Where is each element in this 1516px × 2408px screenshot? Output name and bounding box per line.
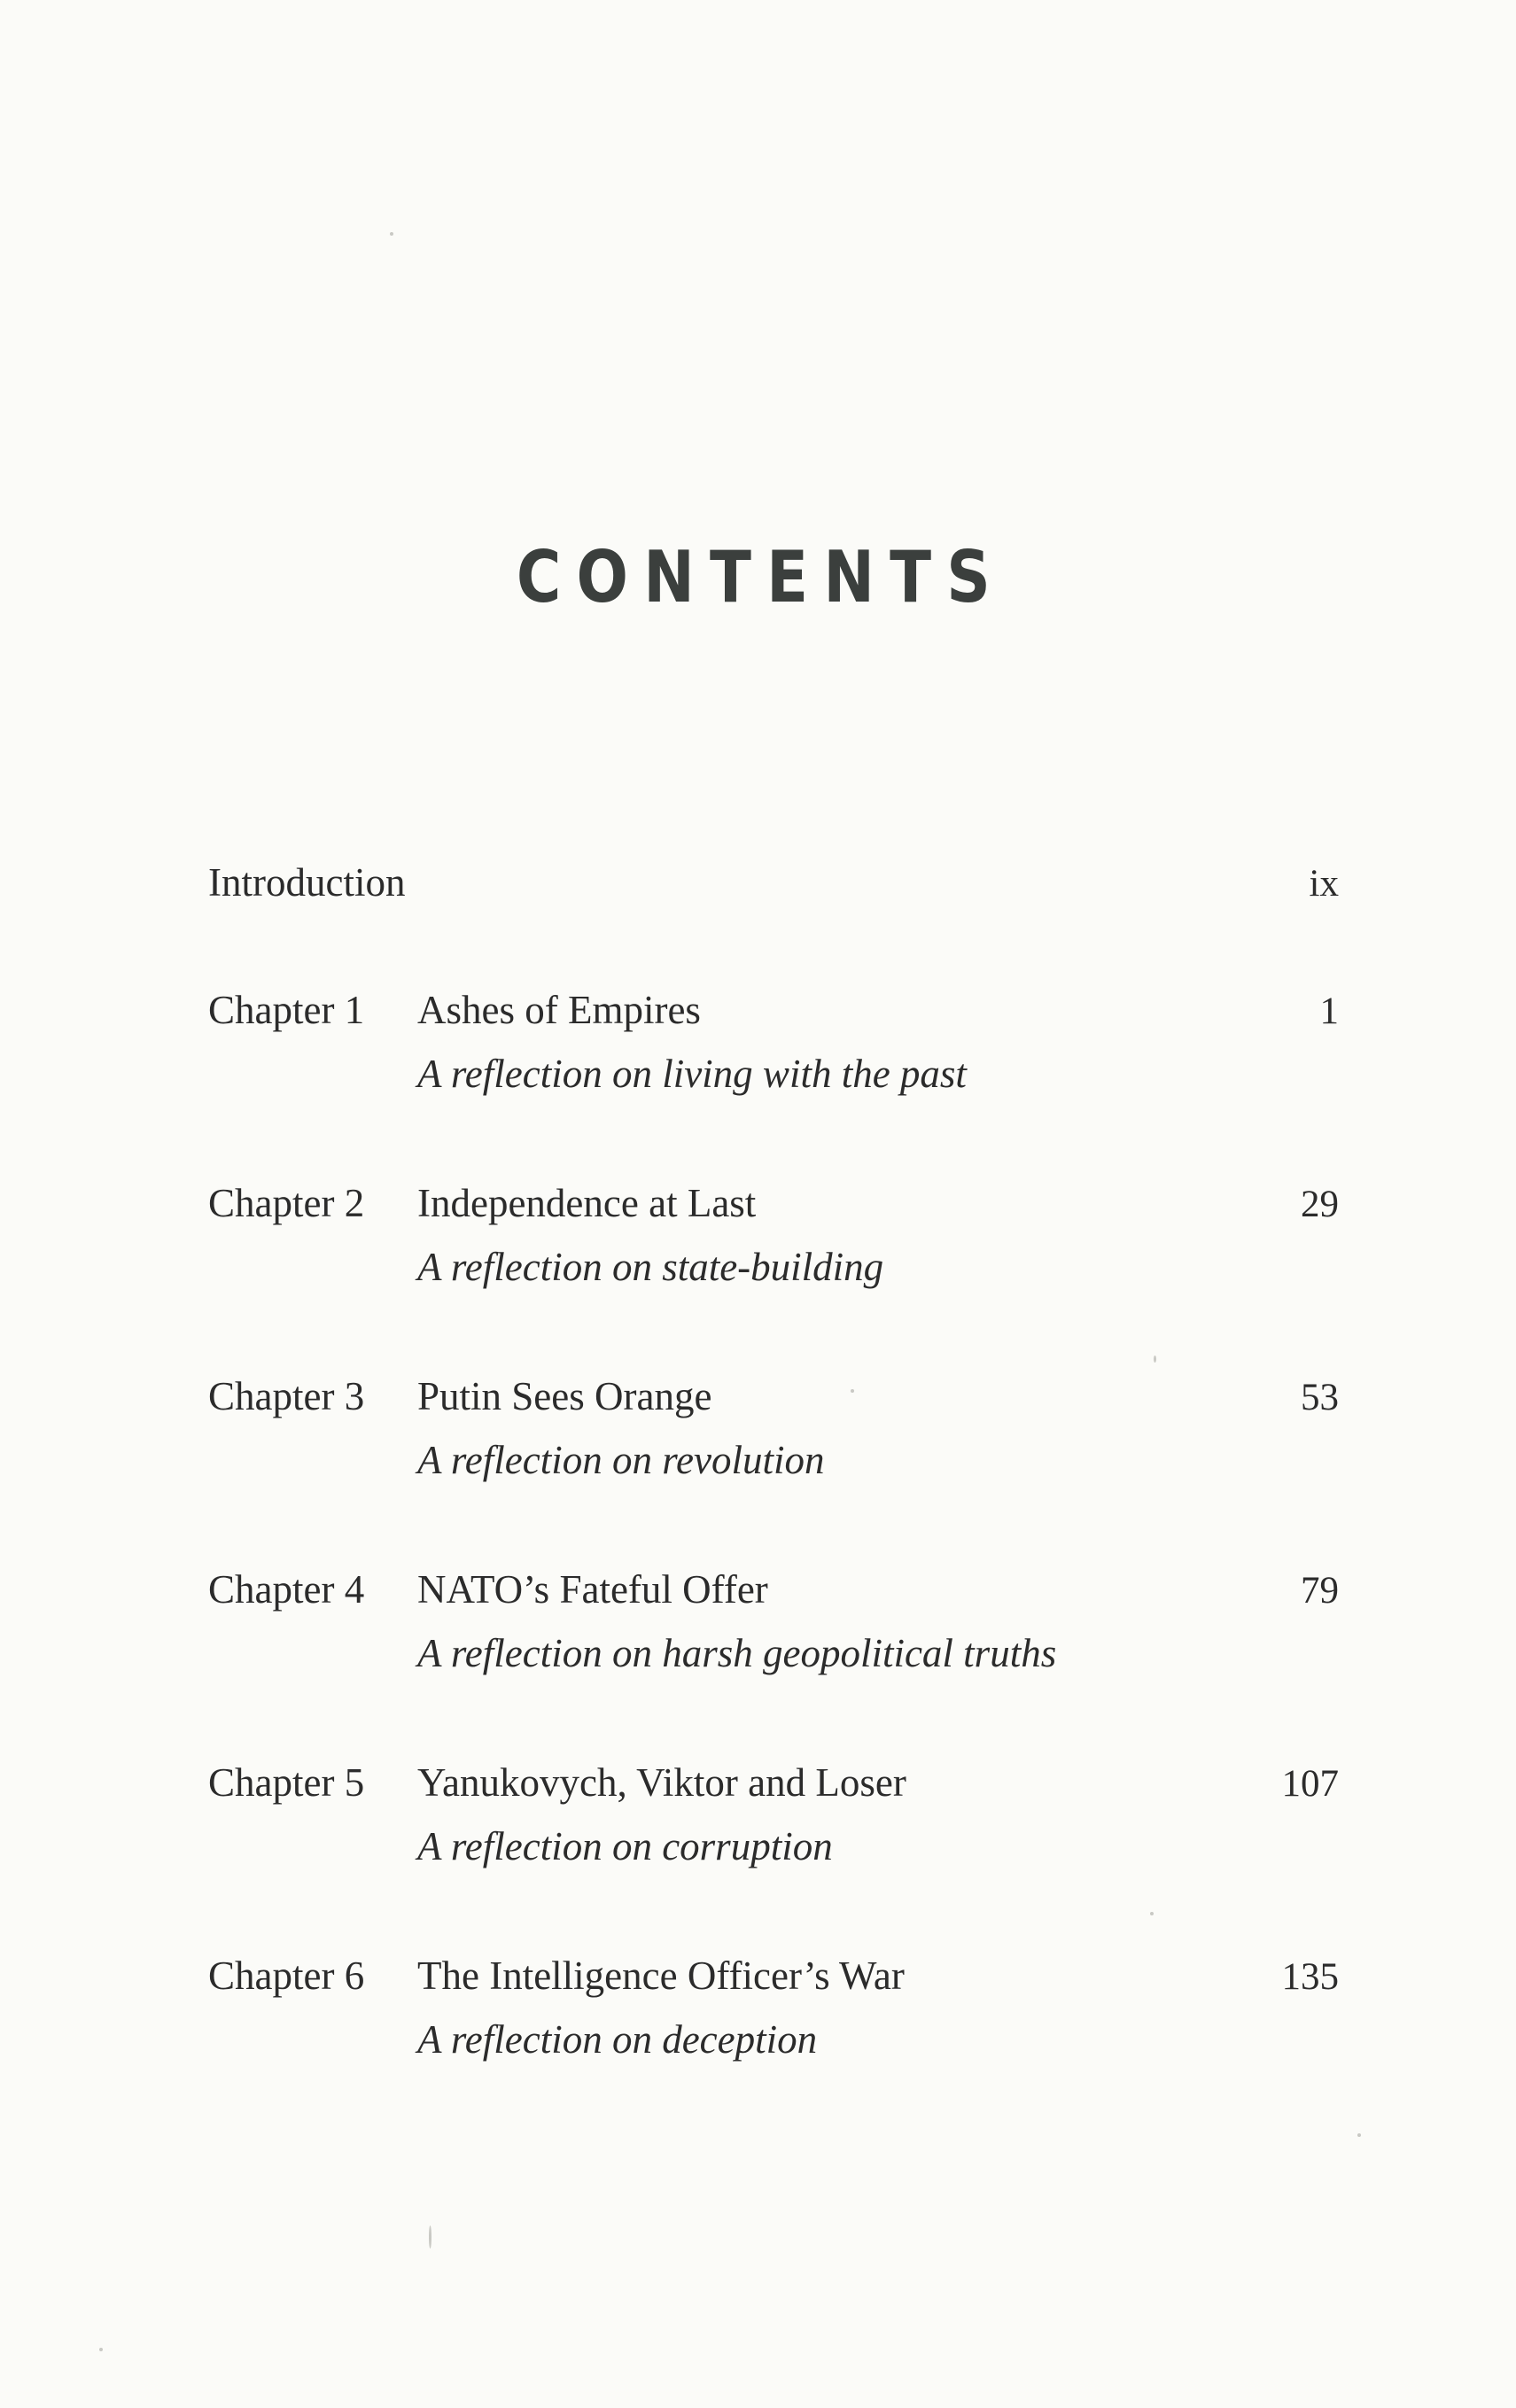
chapter-label: Chapter 5 bbox=[208, 1760, 365, 1805]
chapter-title: Ashes of Empires bbox=[417, 988, 701, 1032]
chapter-page-number: 107 bbox=[1281, 1763, 1339, 1805]
chapter-title: The Intelligence Officer’s War bbox=[417, 1954, 905, 1998]
chapter-subtitle: A reflection on revolution bbox=[417, 1438, 825, 1482]
chapter-page-number: 135 bbox=[1281, 1956, 1339, 1998]
chapter-page-number: 29 bbox=[1301, 1184, 1339, 1225]
chapter-label: Chapter 4 bbox=[208, 1567, 365, 1612]
chapter-label: Chapter 1 bbox=[208, 988, 365, 1032]
chapter-subtitle: A reflection on state-building bbox=[417, 1245, 884, 1289]
chapter-subtitle: A reflection on harsh geopolitical truths bbox=[417, 1631, 1057, 1675]
page-title: CONTENTS bbox=[516, 536, 1007, 618]
toc-entry-chapter-5 bbox=[0, 1758, 1516, 1882]
scan-speck bbox=[429, 2225, 431, 2249]
chapter-subtitle: A reflection on deception bbox=[417, 2017, 818, 2062]
chapter-page-number: 1 bbox=[1319, 990, 1339, 1032]
chapter-title: Putin Sees Orange bbox=[417, 1374, 712, 1418]
toc-entry-chapter-3 bbox=[0, 1371, 1516, 1495]
chapter-page-number: 53 bbox=[1301, 1377, 1339, 1418]
chapter-label: Chapter 2 bbox=[208, 1181, 365, 1225]
scan-speck bbox=[390, 232, 393, 236]
scan-speck bbox=[1357, 2133, 1361, 2137]
toc-entry-introduction bbox=[0, 858, 1516, 982]
chapter-label: Chapter 3 bbox=[208, 1374, 365, 1418]
chapter-title: Independence at Last bbox=[417, 1181, 757, 1225]
scan-speck bbox=[1150, 1912, 1154, 1915]
scan-speck bbox=[851, 1389, 854, 1393]
chapter-subtitle: A reflection on corruption bbox=[417, 1824, 833, 1868]
chapter-page-number: 79 bbox=[1301, 1570, 1339, 1612]
toc-entry-chapter-4 bbox=[0, 1565, 1516, 1689]
scan-speck bbox=[99, 2348, 103, 2351]
toc-entry-page-number: ix bbox=[1309, 863, 1339, 905]
toc-entry-chapter-6 bbox=[0, 1951, 1516, 2075]
toc-entry-label: Introduction bbox=[208, 860, 406, 905]
chapter-subtitle: A reflection on living with the past bbox=[417, 1052, 967, 1096]
toc-entry-chapter-2 bbox=[0, 1178, 1516, 1302]
chapter-title: Yanukovych, Viktor and Loser bbox=[417, 1760, 906, 1805]
chapter-title: NATO’s Fateful Offer bbox=[417, 1567, 768, 1612]
chapter-label: Chapter 6 bbox=[208, 1954, 365, 1998]
scan-speck bbox=[1154, 1355, 1156, 1363]
toc-entry-chapter-1 bbox=[0, 985, 1516, 1109]
